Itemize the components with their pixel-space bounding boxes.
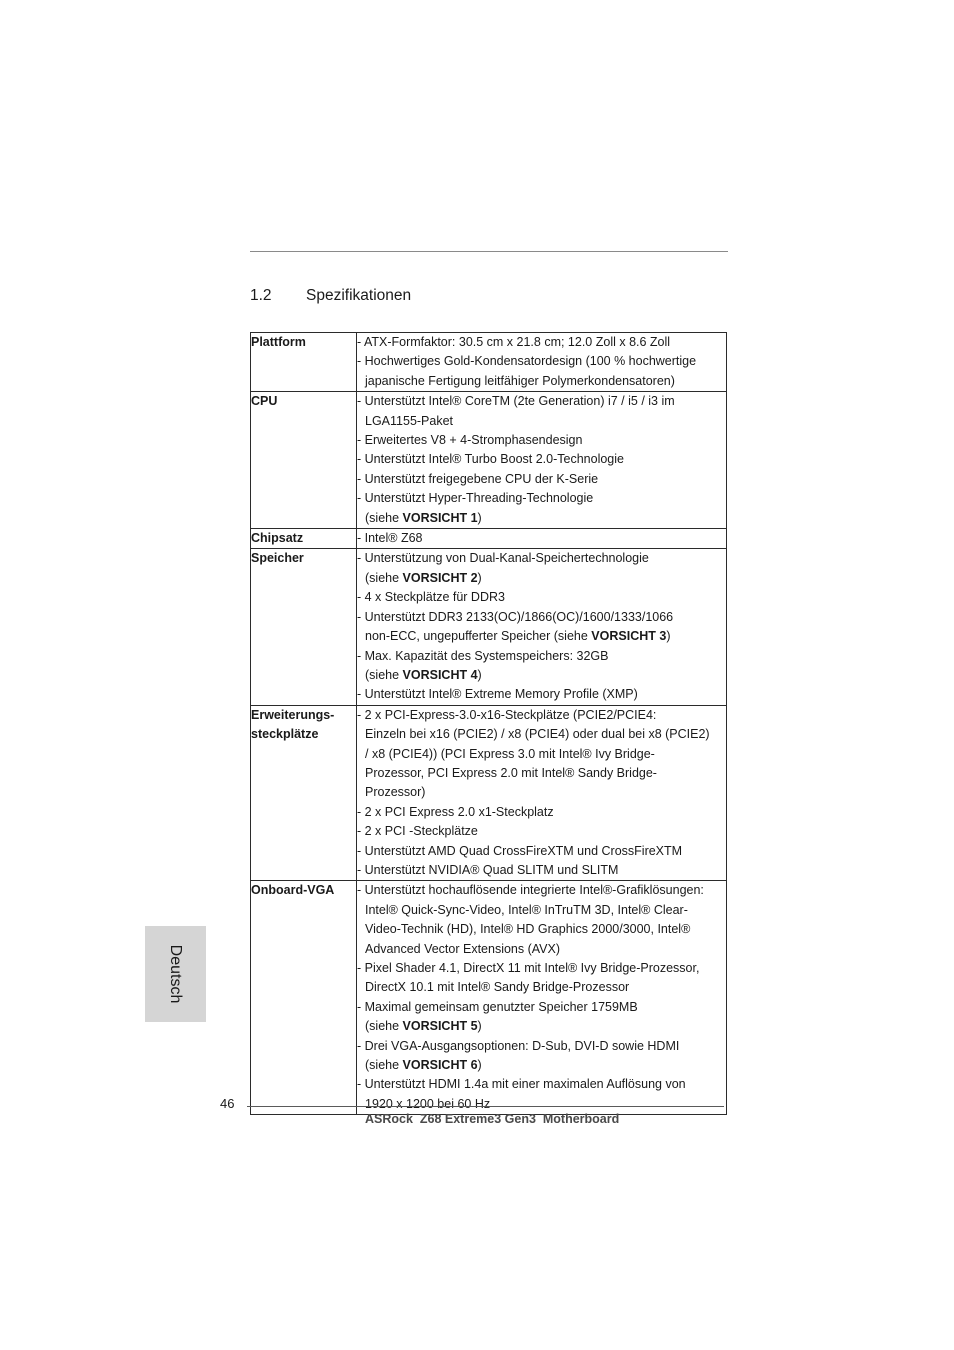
spec-value-cell bbox=[357, 549, 727, 705]
spec-label: Onboard-VGA bbox=[251, 883, 335, 898]
spec-value-line: - Unterstützt NVIDIA® Quad SLITM und SLITM bbox=[357, 862, 619, 877]
spec-row bbox=[251, 549, 727, 705]
spec-value-cell bbox=[357, 392, 727, 529]
spec-value-line: - Max. Kapazität des Systemspeichers: 32GB bbox=[357, 648, 609, 663]
spec-value-line: Advanced Vector Extensions (AVX) bbox=[365, 941, 561, 956]
spec-value-line: - Unterstützt HDMI 1.4a mit einer maximalen Auflösung von bbox=[357, 1077, 686, 1092]
spec-value-line: - Erweitertes V8 + 4-Stromphasendesign bbox=[357, 433, 583, 448]
spec-row bbox=[251, 392, 727, 529]
spec-row bbox=[251, 881, 727, 1115]
spec-value-cell bbox=[357, 881, 727, 1115]
spec-row bbox=[251, 333, 727, 392]
spec-value-text: ) bbox=[477, 1058, 482, 1073]
spec-value-line: - Intel® Z68 bbox=[357, 531, 423, 546]
spec-table bbox=[250, 332, 727, 1115]
caution-reference: VORSICHT 2 bbox=[402, 570, 478, 585]
language-tab bbox=[145, 926, 206, 1022]
spec-value-text: non-ECC, ungepufferter Speicher (siehe bbox=[365, 629, 592, 644]
spec-value-line: - ATX-Formfaktor: 30.5 cm x 21.8 cm; 12.0 Zoll x 8.6 Zoll bbox=[357, 335, 671, 349]
caution-reference: VORSICHT 1 bbox=[402, 510, 478, 525]
spec-label-cell bbox=[251, 881, 357, 1115]
spec-value-line: / x8 (PCIE4)) (PCI Express 3.0 mit Intel® Ivy Bridge- bbox=[365, 746, 655, 761]
spec-value-cell bbox=[357, 333, 727, 392]
spec-value-line: japanische Fertigung leitfähiger Polymerkondensatoren) bbox=[365, 373, 675, 388]
language-tab-label: Deutsch bbox=[167, 944, 184, 1004]
spec-value-line: - 4 x Steckplätze für DDR3 bbox=[357, 590, 505, 605]
caution-reference: VORSICHT 3 bbox=[591, 629, 667, 644]
spec-value-line: - Hochwertiges Gold-Kondensatordesign (100 % hochwertige bbox=[357, 354, 697, 369]
spec-value-text: (siehe bbox=[365, 1058, 403, 1073]
spec-value-text: ) bbox=[477, 667, 482, 682]
spec-value-line bbox=[357, 509, 726, 528]
spec-value-line: - Unterstützt hochauflösende integrierte Intel®-Grafiklösungen: bbox=[357, 883, 704, 898]
spec-value-line: DirectX 10.1 mit Intel® Sandy Bridge-Prozessor bbox=[365, 980, 630, 995]
spec-value-line bbox=[357, 1056, 726, 1075]
spec-value-cell bbox=[357, 705, 727, 881]
spec-value-line: - Unterstützt Intel® CoreTM (2te Generation) i7 / i5 / i3 im bbox=[357, 394, 675, 409]
spec-value-line: 1920 x 1200 bei 60 Hz bbox=[365, 1096, 491, 1111]
spec-value-line bbox=[357, 666, 726, 685]
spec-value-line: Prozessor) bbox=[365, 785, 426, 800]
top-rule bbox=[250, 251, 728, 252]
spec-label: CPU bbox=[251, 394, 278, 409]
section-number: 1.2 bbox=[250, 287, 272, 304]
spec-value-line bbox=[357, 1017, 726, 1036]
spec-value-line: Prozessor, PCI Express 2.0 mit Intel® Sandy Bridge- bbox=[365, 765, 657, 780]
spec-value-line: - Unterstützt DDR3 2133(OC)/1866(OC)/1600/1333/1066 bbox=[357, 609, 674, 624]
spec-value-line: - Pixel Shader 4.1, DirectX 11 mit Intel® Ivy Bridge-Prozessor, bbox=[357, 961, 700, 975]
spec-label-cell bbox=[251, 392, 357, 529]
spec-label: steckplätze bbox=[251, 727, 319, 742]
spec-label-cell bbox=[251, 705, 357, 881]
spec-label-cell bbox=[251, 333, 357, 392]
section-title: Spezifikationen bbox=[306, 287, 412, 304]
spec-value-line: - Unterstützt AMD Quad CrossFireXTM und CrossFireXTM bbox=[357, 843, 683, 858]
spec-value-text: (siehe bbox=[365, 1019, 403, 1034]
spec-value-line: Video-Technik (HD), Intel® HD Graphics 2000/3000, Intel® bbox=[365, 922, 691, 937]
spec-value-line: - Unterstützt Intel® Extreme Memory Profile (XMP) bbox=[357, 687, 638, 702]
spec-label-cell bbox=[251, 549, 357, 705]
caution-reference: VORSICHT 4 bbox=[402, 667, 478, 682]
spec-value-line bbox=[357, 569, 726, 588]
spec-value-line: Einzeln bei x16 (PCIE2) / x8 (PCIE4) oder dual bei x8 (PCIE2) bbox=[365, 727, 710, 742]
section-heading bbox=[250, 287, 411, 305]
spec-value-text: (siehe bbox=[365, 570, 403, 585]
spec-value-line: - Maximal gemeinsam genutzter Speicher 1759MB bbox=[357, 999, 638, 1014]
spec-row bbox=[251, 705, 727, 881]
spec-value-line: LGA1155-Paket bbox=[365, 413, 454, 428]
caution-reference: VORSICHT 6 bbox=[402, 1058, 478, 1073]
spec-value-line: - Unterstützt Intel® Turbo Boost 2.0-Technologie bbox=[357, 452, 624, 467]
spec-label: Erweiterungs- bbox=[251, 707, 335, 722]
spec-value-line: - Unterstützt Hyper-Threading-Technologie bbox=[357, 491, 594, 506]
spec-value-text: (siehe bbox=[365, 667, 403, 682]
spec-label: Plattform bbox=[251, 335, 306, 349]
spec-label-cell bbox=[251, 529, 357, 549]
spec-value-text: ) bbox=[477, 570, 482, 585]
spec-value-text: ) bbox=[477, 510, 482, 525]
page-number: 46 bbox=[220, 1096, 235, 1111]
spec-value-text: ) bbox=[666, 629, 671, 644]
spec-value-line: - Drei VGA-Ausgangsoptionen: D-Sub, DVI-D sowie HDMI bbox=[357, 1038, 680, 1053]
spec-row bbox=[251, 529, 727, 549]
spec-value-line bbox=[357, 627, 726, 646]
spec-label: Speicher bbox=[251, 551, 304, 566]
spec-value-text: (siehe bbox=[365, 510, 403, 525]
spec-value-cell bbox=[357, 529, 727, 549]
spec-value-line: - 2 x PCI-Express-3.0-x16-Steckplätze (PCIE2/PCIE4: bbox=[357, 707, 657, 722]
spec-value-line: Intel® Quick-Sync-Video, Intel® InTruTM 3D, Intel® Clear- bbox=[365, 902, 688, 917]
footer-rule bbox=[247, 1106, 724, 1107]
spec-value-line: - 2 x PCI -Steckplätze bbox=[357, 824, 478, 839]
spec-label: Chipsatz bbox=[251, 531, 304, 546]
caution-reference: VORSICHT 5 bbox=[402, 1019, 478, 1034]
spec-value-line: - Unterstützt freigegebene CPU der K-Serie bbox=[357, 471, 599, 486]
spec-value-line: - 2 x PCI Express 2.0 x1-Steckplatz bbox=[357, 804, 554, 819]
footer-title: ASRock Z68 Extreme3 Gen3 Motherboard bbox=[365, 1112, 620, 1126]
spec-value-text: ) bbox=[477, 1019, 482, 1034]
spec-value-line: - Unterstützung von Dual-Kanal-Speichertechnologie bbox=[357, 551, 649, 566]
